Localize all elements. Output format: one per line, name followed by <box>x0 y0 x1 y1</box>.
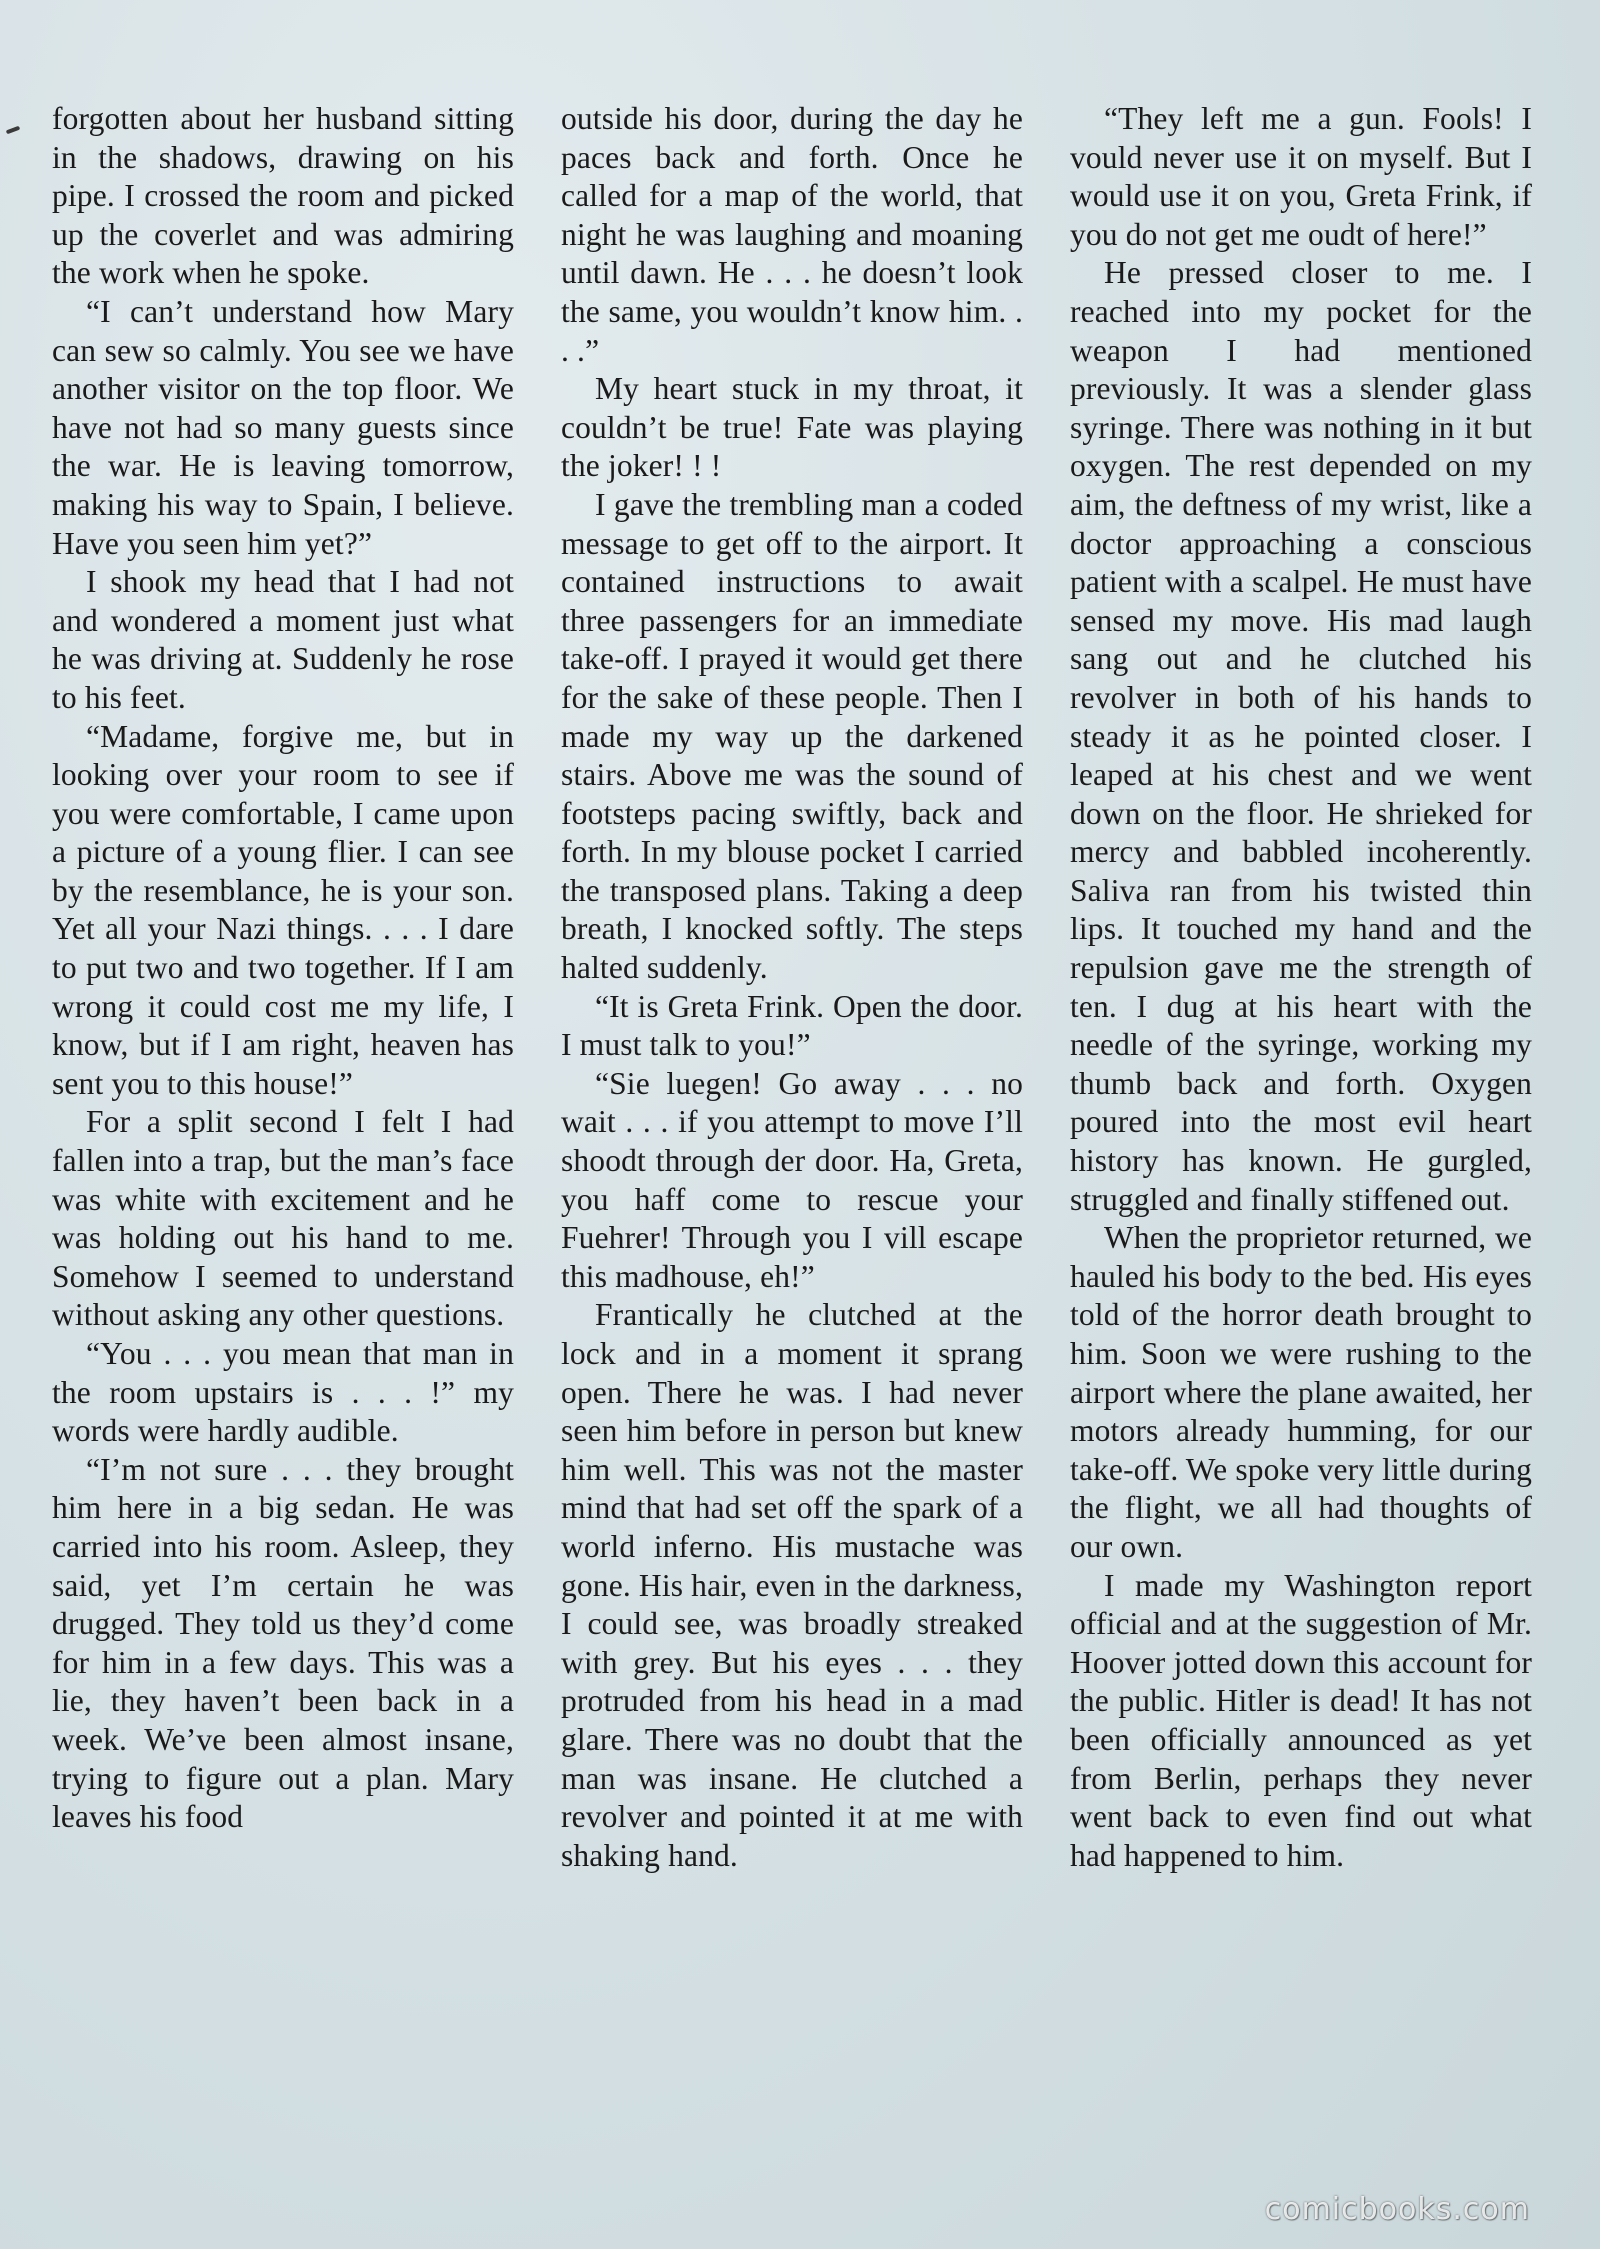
paragraph: “Sie luegen! Go away . . . no wait . . . if you attempt to move I’ll shoodt through der door. Ha, Greta, you haff come to rescue your Fuehrer! Through you I vill escape this madhouse, eh!” <box>561 1065 1023 1294</box>
print-edge-mark <box>6 126 21 135</box>
paragraph: Frantically he clutched at the lock and in a moment it sprang open. There he was. I had never seen him before in person but knew him well. This was not the master mind that had set off the spark of a world inferno. His mustache was gone. His hair, even in the darkness, I could see, was broadly streaked with grey. But his eyes . . . they protruded from his head in a mad glare. There was no doubt that the man was insane. He clutched a revolver and pointed it at me with shaking hand. <box>561 1297 1023 1873</box>
story-columns <box>52 100 1532 2140</box>
text-column-2 <box>561 100 1023 2140</box>
paragraph: “It is Greta Frink. Open the door. I must talk to you!” <box>561 988 1023 1063</box>
paragraph: I made my Washington report official and at the suggestion of Mr. Hoover jotted down this account for the public. Hitler is dead! It has not been officially announced as yet from Berlin, perhaps they never went back to even find out what had happened to him. <box>1070 1567 1532 1873</box>
paragraph: “They left me a gun. Fools! I vould never use it on myself. But I would use it on you, Greta Frink, if you do not get me oudt of here!” <box>1070 101 1532 252</box>
paragraph: I shook my head that I had not and wondered a moment just what he was driving at. Suddenly he rose to his feet. <box>52 564 514 715</box>
paragraph: He pressed closer to me. I reached into my pocket for the weapon I had mentioned previously. It was a slender glass syringe. There was nothing in it but oxygen. The rest depended on my aim, the deftness of my wrist, like a doctor approaching a conscious patient with a scalpel. He must have sensed my move. His mad laugh sang out and he clutched his revolver in both of his hands to steady it as he pointed closer. I leaped at his chest and we went down on the floor. He shrieked for mercy and babbled incoherently. Saliva ran from his twisted thin lips. It touched my hand and the repulsion gave me the strength of ten. I dug at his heart with the needle of the syringe, working my thumb back and forth. Oxygen poured into the most evil heart history has known. He gurgled, struggled and finally stiffened out. <box>1070 255 1532 1217</box>
paragraph: forgotten about her husband sitting in the shadows, drawing on his pipe. I crossed the room and picked up the coverlet and was admiring the work when he spoke. <box>52 101 514 291</box>
paragraph: “You . . . you mean that man in the room upstairs is . . . !” my words were hardly audible. <box>52 1336 514 1449</box>
paragraph: “I’m not sure . . . they brought him here in a big sedan. He was carried into his room. Asleep, they said, yet I’m certain he was drugged. They told us they’d come for him in a few days. This was a lie, they haven’t been back in a week. We’ve been almost insane, trying to figure out a plan. Mary leaves his food <box>52 1451 514 1835</box>
paragraph: My heart stuck in my throat, it couldn’t be true! Fate was playing the joker! ! ! <box>561 371 1023 484</box>
paragraph: “Madame, forgive me, but in looking over your room to see if you were comfortable, I came upon a picture of a young flier. I can see by the resemblance, he is your son. Yet all your Nazi things. . . . I dare to put two and two together. If I am wrong it could cost me my life, I know, but if I am right, heaven has sent you to this house!” <box>52 718 514 1101</box>
paragraph: For a split second I felt I had fallen into a trap, but the man’s face was white with excitement and he was holding out his hand to me. Somehow I seemed to understand without asking any other questions. <box>52 1104 514 1333</box>
paragraph: I gave the trembling man a coded message to get off to the airport. It contained instructions to await three passengers for an immediate take-off. I prayed it would get there for the sake of these people. Then I made my way up the darkened stairs. Above me was the sound of footsteps pacing swiftly, back and forth. In my blouse pocket I carried the transposed plans. Taking a deep breath, I knocked softly. The steps halted suddenly. <box>561 486 1023 986</box>
text-column-3 <box>1070 100 1532 2140</box>
paragraph: outside his door, during the day he paces back and forth. Once he called for a map of the world, that night he was laughing and moaning until dawn. He . . . he doesn’t look the same, you wouldn’t know him. . . .” <box>561 101 1023 368</box>
site-watermark: comicbooks.com <box>1264 2192 1530 2227</box>
paragraph: When the proprietor returned, we hauled his body to the bed. His eyes told of the horror death brought to him. Soon we were rushing to the airport where the plane awaited, her motors already humming, for our take-off. We spoke very little during the flight, we all had thoughts of our own. <box>1070 1220 1532 1564</box>
paragraph: “I can’t understand how Mary can sew so calmly. You see we have another visitor on the top floor. We have not had so many guests since the war. He is leaving tomorrow, making his way to Spain, I believe. Have you seen him yet?” <box>52 293 514 561</box>
text-column-1 <box>52 100 514 2140</box>
